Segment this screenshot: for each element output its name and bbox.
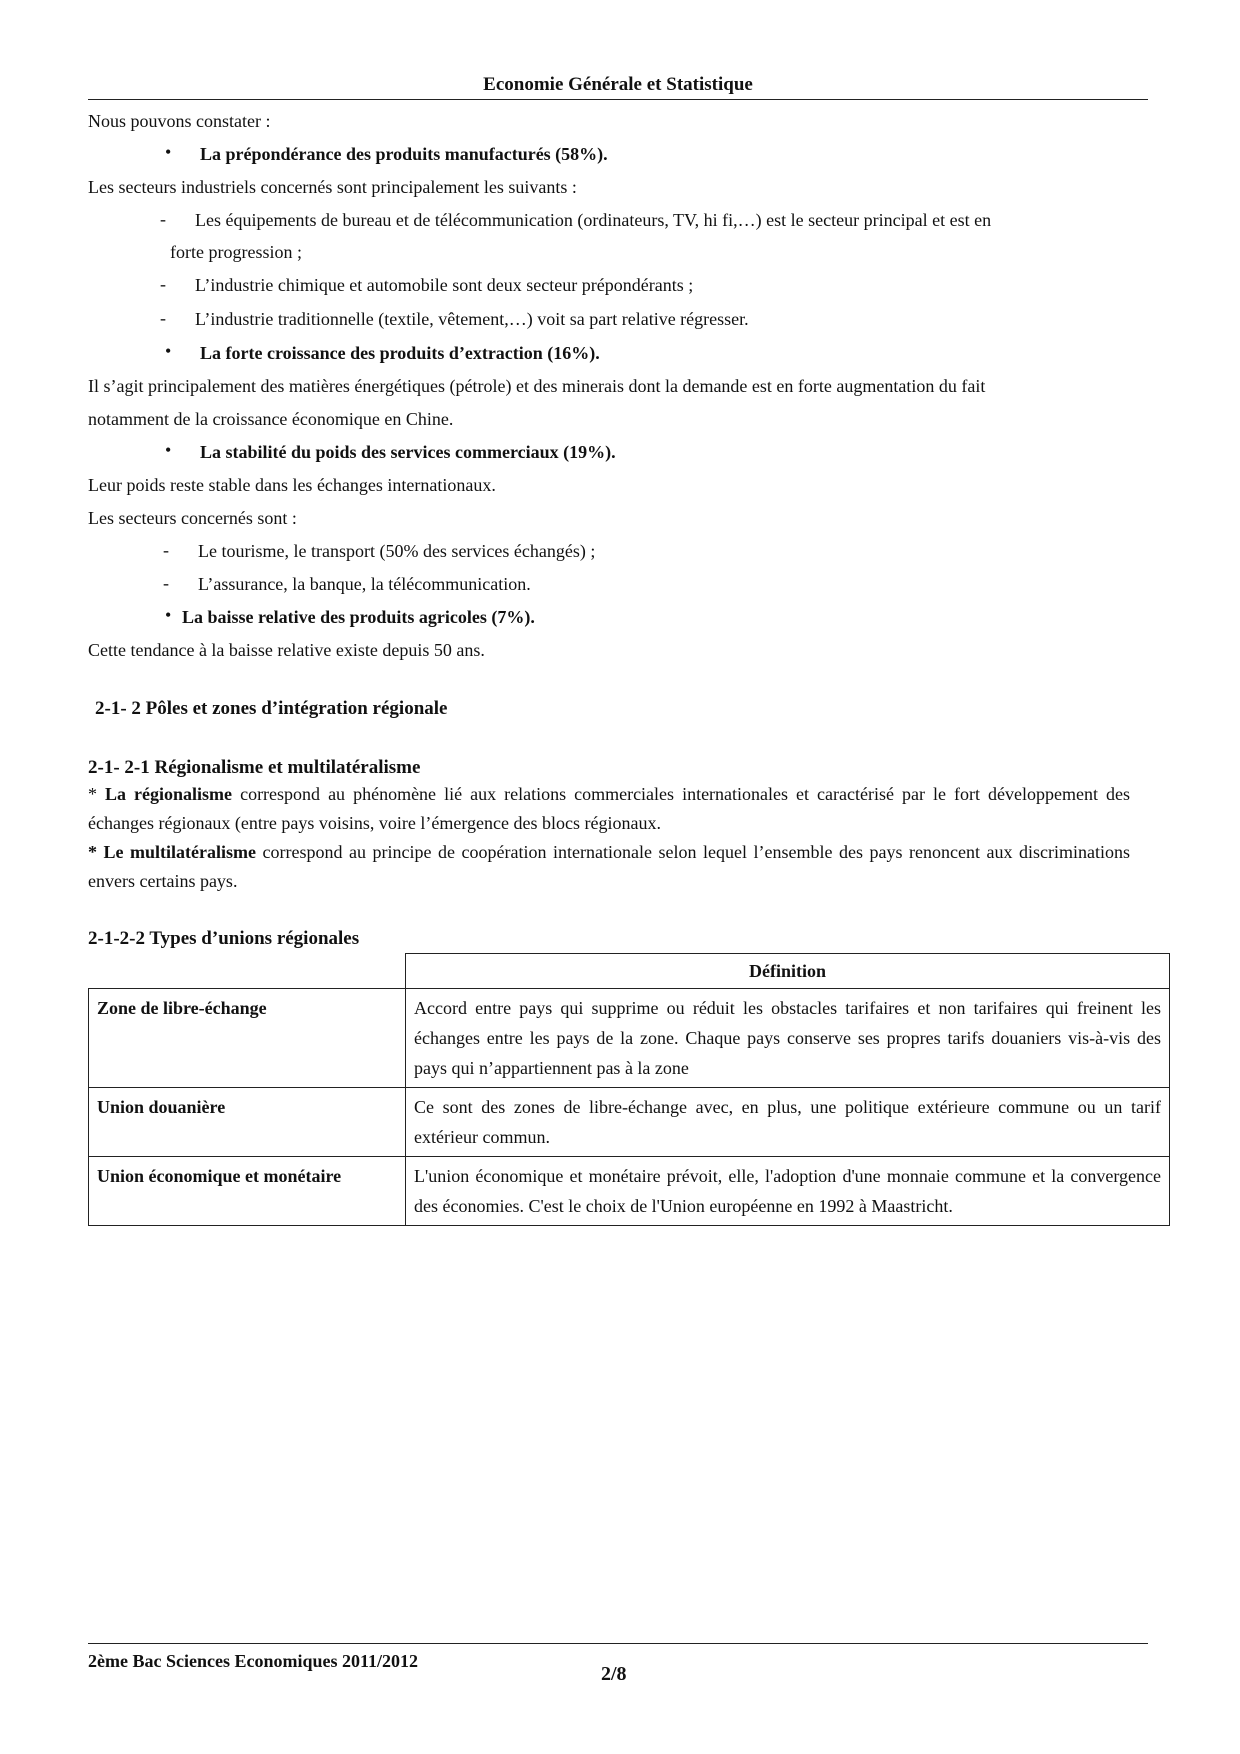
table-row xyxy=(89,1088,1170,1157)
point3-title: La stabilité du poids des services commerciaux (19%). xyxy=(200,442,616,462)
point3-item: L’assurance, la banque, la télécommunication. xyxy=(198,574,531,594)
point1-title: La prépondérance des produits manufacturés (58%). xyxy=(200,144,608,164)
bullet-icon: • xyxy=(165,142,172,162)
table-row xyxy=(89,989,1170,1088)
dash-icon: - xyxy=(163,540,169,560)
union-type: Union douanière xyxy=(89,1088,406,1157)
union-definition: L'union économique et monétaire prévoit, elle, l'adoption d'une monnaie commune et la convergence des économies. C'est le choix de l'Union européenne en 1992 à Maastricht. xyxy=(406,1157,1170,1226)
table-row xyxy=(89,1157,1170,1226)
union-definition: Ce sont des zones de libre-échange avec, en plus, une politique extérieure commune ou un tarif extérieur commun. xyxy=(406,1088,1170,1157)
point3-item: Le tourisme, le transport (50% des services échangés) ; xyxy=(198,541,596,561)
point3-text: Leur poids reste stable dans les échanges internationaux. xyxy=(88,475,496,495)
subsection-heading: 2-1-2-2 Types d’unions régionales xyxy=(88,928,360,949)
table-header-definition: Définition xyxy=(406,954,1170,989)
multilateralisme-definition: * Le multilatéralisme correspond au principe de coopération internationale selon lequel l’ensemble des pays renoncent aux discriminations envers certains pays. xyxy=(88,842,1131,891)
point1-item-continuation: forte progression ; xyxy=(170,242,302,262)
header-rule xyxy=(88,99,1148,100)
bullet-icon: • xyxy=(165,605,172,625)
page-number: 2/8 xyxy=(601,1663,627,1685)
subsection-heading: 2-1- 2-1 Régionalisme et multilatéralisme xyxy=(88,757,421,778)
point1-lead: Les secteurs industriels concernés sont principalement les suivants : xyxy=(88,177,577,197)
intro-text: Nous pouvons constater : xyxy=(88,111,271,131)
definitions-block xyxy=(88,780,1130,896)
point2-title: La forte croissance des produits d’extraction (16%). xyxy=(200,343,600,363)
footer-course-label: 2ème Bac Sciences Economiques 2011/2012 xyxy=(88,1651,418,1671)
dash-icon: - xyxy=(160,209,166,229)
union-type: Union économique et monétaire xyxy=(89,1157,406,1226)
point4-title: La baisse relative des produits agricoles (7%). xyxy=(182,607,535,627)
page-header-title: Economie Générale et Statistique xyxy=(483,74,753,95)
point1-item: L’industrie chimique et automobile sont deux secteur prépondérants ; xyxy=(195,275,694,295)
dash-icon: - xyxy=(163,573,169,593)
table-header-row xyxy=(89,954,1170,989)
dash-icon: - xyxy=(160,308,166,328)
footer-rule xyxy=(88,1643,1148,1644)
unions-table xyxy=(88,953,1170,1226)
table-header-empty xyxy=(89,954,406,989)
point3-text: Les secteurs concernés sont : xyxy=(88,508,297,528)
point4-text: Cette tendance à la baisse relative existe depuis 50 ans. xyxy=(88,640,485,660)
point1-item: Les équipements de bureau et de télécommunication (ordinateurs, TV, hi fi,…) est le secteur principal et est en xyxy=(195,210,992,230)
union-type: Zone de libre-échange xyxy=(89,989,406,1088)
section-heading: 2-1- 2 Pôles et zones d’intégration régionale xyxy=(95,698,448,719)
point2-text: Il s’agit principalement des matières énergétiques (pétrole) et des minerais dont la demande est en forte augmentation du fait xyxy=(88,376,986,396)
point2-text: notamment de la croissance économique en Chine. xyxy=(88,409,454,429)
union-definition: Accord entre pays qui supprime ou réduit les obstacles tarifaires et non tarifaires qui freinent les échanges entre les pays de la zone. Chaque pays conserve ses propres tarifs douaniers vis-à-vis des pays qui n’appartiennent pas à la zone xyxy=(406,989,1170,1088)
bullet-icon: • xyxy=(165,440,172,460)
point1-item: L’industrie traditionnelle (textile, vêtement,…) voit sa part relative régresser. xyxy=(195,309,749,329)
bullet-icon: • xyxy=(165,341,172,361)
regionalisme-definition: * La régionalisme correspond au phénomène lié aux relations commerciales internationales et caractérisé par le fort développement des échanges régionaux (entre pays voisins, voire l’émergence des blocs régionaux. xyxy=(88,784,1131,833)
dash-icon: - xyxy=(160,274,166,294)
